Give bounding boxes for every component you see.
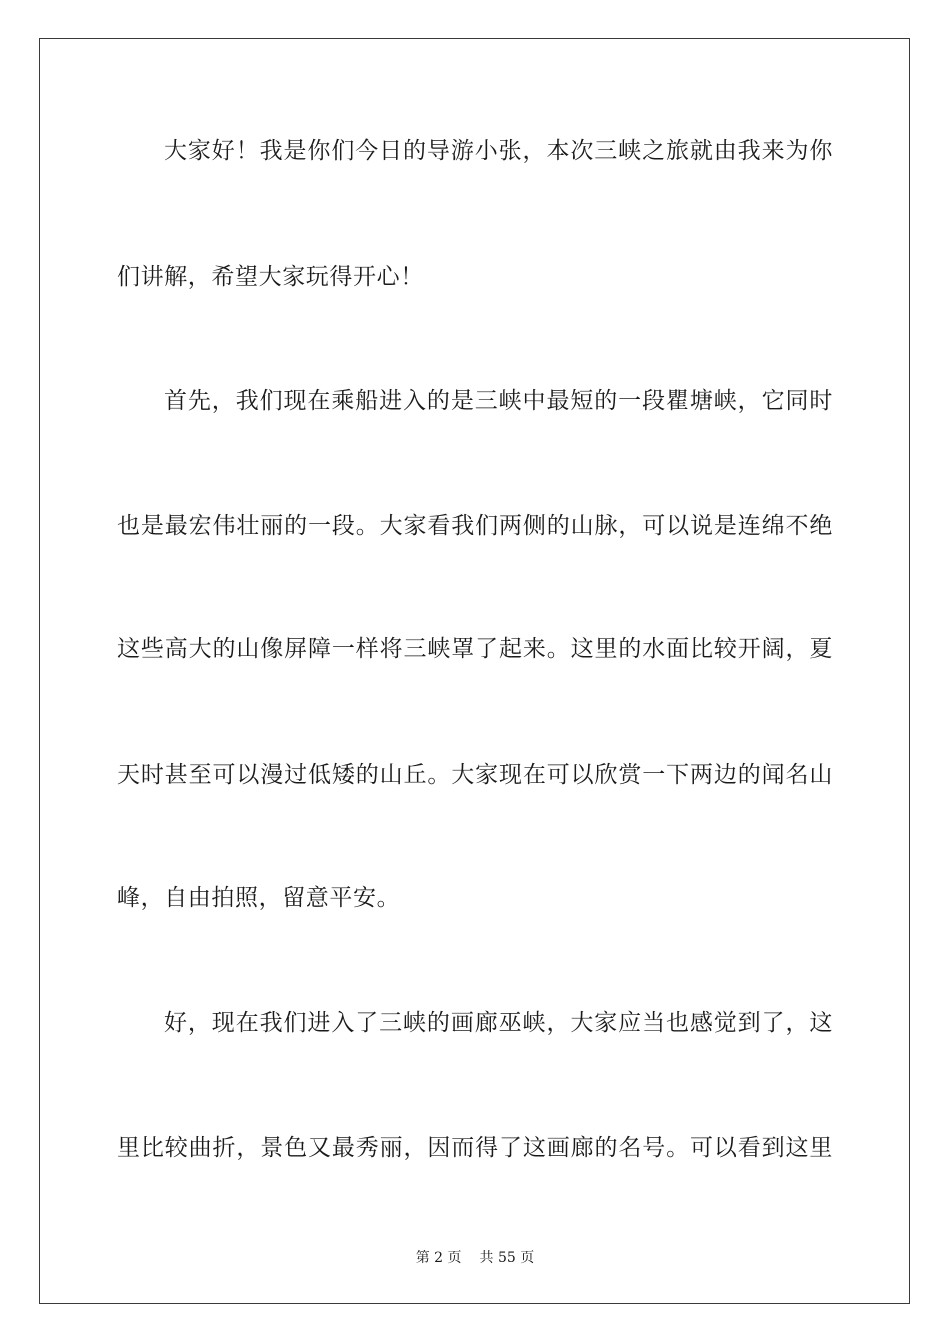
paragraph-line: 首先，我们现在乘船进入的是三峡中最短的一段瞿塘峡，它同时 <box>164 388 833 414</box>
paragraph-line: 里比较曲折，景色又最秀丽，因而得了这画廊的名号。可以看到这里 <box>117 1135 833 1161</box>
paragraph-line: 们讲解，希望大家玩得开心！ <box>117 264 424 290</box>
page-footer <box>0 1247 950 1267</box>
page-number: 第 2 页 <box>415 1250 462 1266</box>
paragraph-line: 这些高大的山像屏障一样将三峡罩了起来。这里的水面比较开阔，夏 <box>117 636 833 662</box>
paragraph-line: 天时甚至可以漫过低矮的山丘。大家现在可以欣赏一下两边的闻名山 <box>117 762 833 788</box>
paragraph-line: 也是最宏伟壮丽的一段。大家看我们两侧的山脉，可以说是连绵不绝 <box>117 513 833 539</box>
paragraph-line: 大家好！我是你们今日的导游小张，本次三峡之旅就由我来为你 <box>164 138 833 164</box>
total-pages: 共 55 页 <box>479 1250 535 1266</box>
paragraph-line: 峰，自由拍照，留意平安。 <box>117 885 401 911</box>
page-border <box>39 38 910 1304</box>
paragraph-line: 好，现在我们进入了三峡的画廊巫峡，大家应当也感觉到了，这 <box>164 1010 833 1036</box>
